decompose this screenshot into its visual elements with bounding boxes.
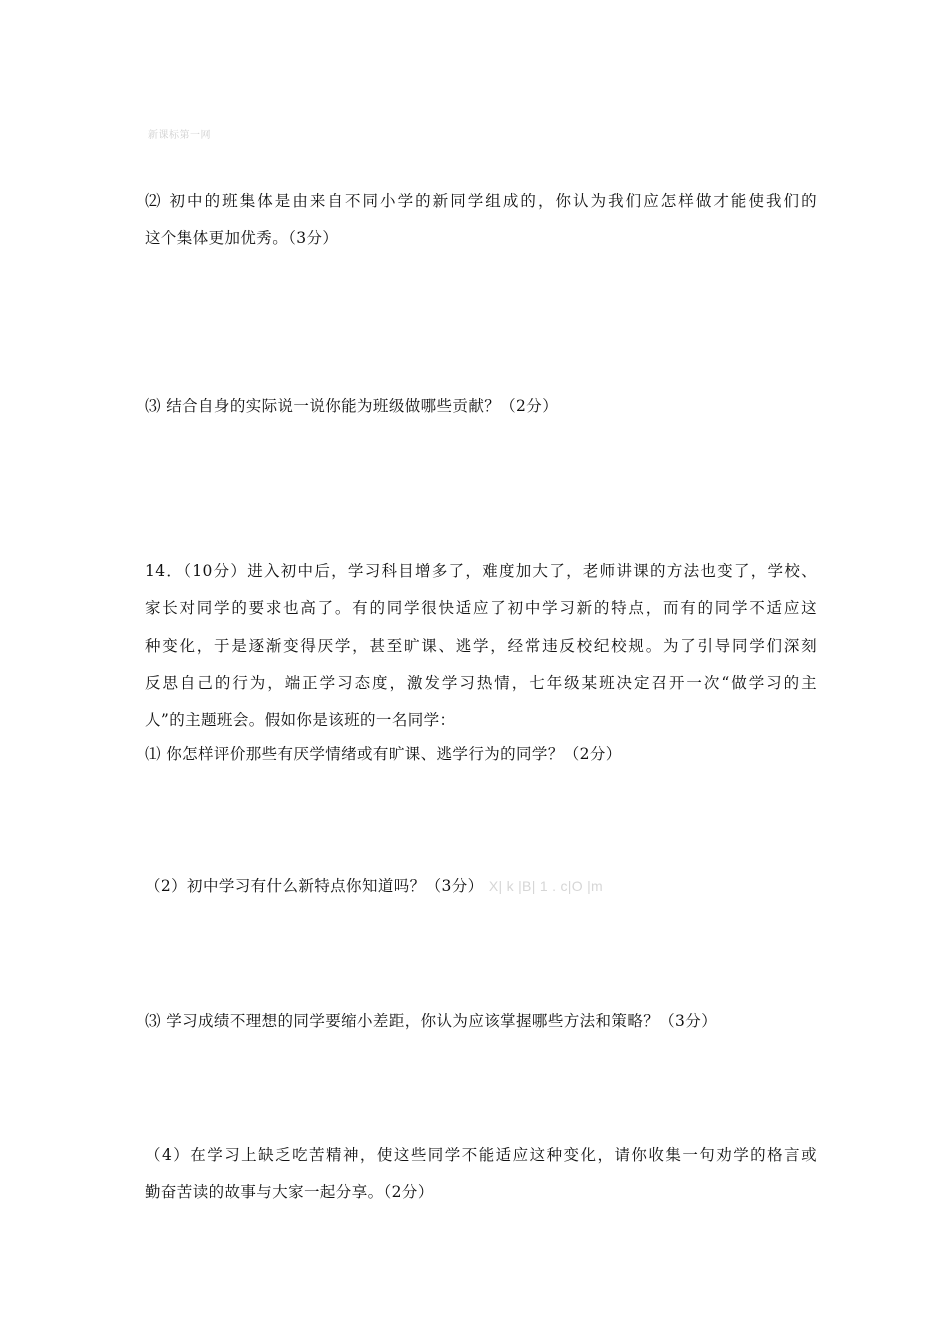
q14-sub4-line1: （4）在学习上缺乏吃苦精神，使这些同学不能适应这种变化，请你收集一句劝学的格言或: [145, 1146, 817, 1164]
q14-sub2-watermark: X| k |B| 1 . c|O |m: [488, 878, 603, 894]
q14-para-line3: 种变化，于是逐渐变得厌学，甚至旷课、逃学，经常违反校纪校规。为了引导同学们深刻: [145, 637, 817, 655]
q13-sub3: ⑶ 结合自身的实际说一说你能为班级做哪些贡献？（2分）: [145, 397, 559, 415]
q14-para-line2: 家长对同学的要求也高了。有的同学很快适应了初中学习新的特点，而有的同学不适应这: [145, 599, 817, 617]
q14-sub2: [145, 876, 603, 896]
q14-para-line4: 反思自己的行为，端正学习态度，激发学习热情，七年级某班决定召开一次“做学习的主: [145, 674, 817, 692]
q14-para-line1: 14．（10分）进入初中后，学习科目增多了，难度加大了，老师讲课的方法也变了，学校、: [145, 562, 817, 580]
q13-sub2-line2: 这个集体更加优秀。（3分）: [145, 229, 339, 247]
header-watermark: 新课标第一网: [148, 130, 211, 141]
q14-sub2-text: （2）初中学习有什么新特点你知道吗？（3分）: [145, 877, 484, 895]
q14-sub4-line2: 勤奋苦读的故事与大家一起分享。（2分）: [145, 1183, 434, 1201]
q14-sub3: ⑶ 学习成绩不理想的同学要缩小差距，你认为应该掌握哪些方法和策略？（3分）: [145, 1012, 718, 1030]
q14-sub1: ⑴ 你怎样评价那些有厌学情绪或有旷课、逃学行为的同学？（2分）: [145, 745, 622, 763]
q13-sub2-line1: ⑵ 初中的班集体是由来自不同小学的新同学组成的，你认为我们应怎样做才能使我们的: [145, 192, 817, 210]
q14-para-line5: 人”的主题班会。假如你是该班的一名同学：: [145, 711, 456, 729]
